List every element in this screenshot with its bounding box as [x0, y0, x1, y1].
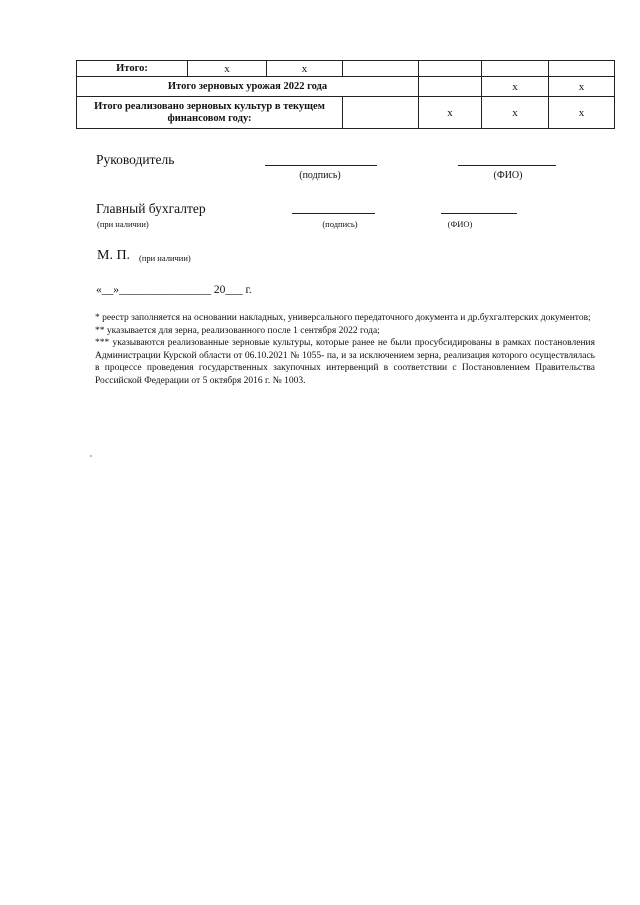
table-cell — [343, 97, 419, 129]
footnote-3: *** указываются реализованные зерновые культуры, которые ранее не были просубсидированы в рамках постановления Администрации Курской области от 06.10.2021 № 1055- па, и за исключением зерна, реализация которого осуществлялась в процессе проведения государственных закупочных интервенций в соответствии с Постановлением Правительства Российской Федерации от 5 октября 2016 г. № 1003. — [95, 338, 595, 386]
row-total-mark-2: х — [267, 61, 343, 77]
row-total-label: Итого: — [77, 61, 188, 77]
row-sold-mark-2: х — [482, 97, 549, 129]
row-sold-label: Итого реализовано зерновых культур в текущем финансовом году: — [77, 97, 343, 129]
accountant-label: Главный бухгалтер — [96, 201, 206, 216]
row-harvest-mark-1: х — [482, 77, 549, 97]
accountant-signature-caption: (подпись) — [322, 219, 358, 229]
table-row-harvest-2022 — [77, 77, 615, 97]
table-cell — [419, 77, 482, 97]
head-signature-caption: (подпись) — [299, 170, 341, 181]
footnote-1: * реестр заполняется на основании накладных, универсального передаточного документа и др.бухгалтерских документов; — [95, 313, 591, 323]
row-total-mark-1: х — [188, 61, 267, 77]
table-row-sold — [77, 97, 615, 129]
row-harvest-mark-2: х — [549, 77, 615, 97]
table-cell — [419, 61, 482, 77]
date-line: «__»________________ 20___ г. — [96, 284, 252, 296]
accountant-name-caption: (ФИО) — [447, 219, 473, 229]
table-cell — [482, 61, 549, 77]
stamp-note: (при наличии) — [139, 253, 191, 263]
footnote-2: ** указывается для зерна, реализованного после 1 сентября 2022 года; — [95, 325, 380, 336]
stamp-label: М. П. — [97, 248, 131, 263]
accountant-name-line — [441, 213, 517, 214]
row-sold-mark-3: х — [549, 97, 615, 129]
head-name-caption: (ФИО) — [493, 170, 523, 181]
row-sold-mark-1: х — [419, 97, 482, 129]
head-signature-line — [265, 165, 377, 166]
summary-table — [76, 60, 615, 129]
table-row-total — [77, 61, 615, 77]
table-cell — [549, 61, 615, 77]
head-label: Руководитель — [96, 152, 175, 167]
table-cell — [343, 61, 419, 77]
footnotes — [95, 312, 595, 388]
accountant-signature-line — [292, 213, 375, 214]
scan-speck — [90, 455, 92, 457]
head-name-line — [458, 165, 556, 166]
accountant-note: (при наличии) — [97, 219, 149, 229]
row-harvest-label: Итого зерновых урожая 2022 года — [77, 77, 419, 97]
